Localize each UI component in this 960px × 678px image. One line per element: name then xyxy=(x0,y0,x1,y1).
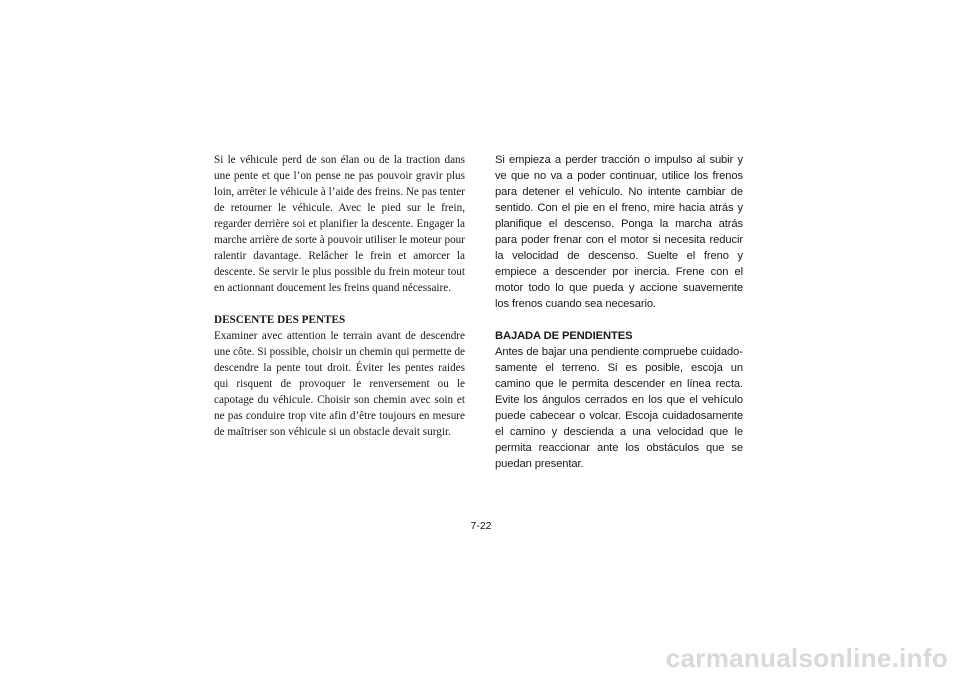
french-heading-descending: DESCENTE DES PENTES xyxy=(214,314,346,326)
spanish-column xyxy=(495,152,743,472)
french-paragraph-uphill: Si le véhicule perd de son élan ou de la traction dans une pente et que l’on pense ne pas pouvoir gravir plus loin, arrêter le véhicule à l’aide des freins. Ne pas tenter de retourner le véhicule. Avec le pied sur le frein, regarder derrière soi et planifier la descente. Engager la marche arrière de sorte à pouvoir utiliser le moteur pour ralentir davantage. Relâcher le frein et amorcer la descente. Se servir le plus possible du frein moteur tout en actionnant doucement les freins quand nécessaire. xyxy=(214,154,465,294)
spanish-heading-descending: BAJADA DE PENDIENTES xyxy=(495,330,633,342)
french-paragraph-descending: Examiner avec attention le terrain avant de descendre une côte. Si possible, choisir un chemin qui permette de descendre la pente tout droit. Éviter les pentes raides qui risquent de provoquer le renversement ou le capotage du véhicule. Choisir son chemin avec soin et ne pas conduire trop vite afin d’être toujours en mesure de maîtriser son véhicule si un obstacle devait surgir. xyxy=(214,330,465,438)
spanish-paragraph-descending: Antes de bajar una pendiente compruebe cuidadosamente el terreno. Si es posible, escoja un camino que le permita descender en línea recta. Evite los ángulos cerrados en los que el vehículo puede cabecear o volcar. Escoja cuidadosamente el camino y descienda a una velocidad que le permita reaccionar ante los obstáculos que se puedan presentar. xyxy=(495,346,743,470)
site-watermark: carmanualsonline.info xyxy=(665,643,948,673)
spanish-paragraph-uphill: Si empieza a perder tracción o impulso al subir y ve que no va a poder continuar, utilice los frenos para detener el vehículo. No intente cambiar de sentido. Con el pie en el freno, mire hacia atrás y planifique el descenso. Ponga la marcha atrás para poder frenar con el motor si necesita reducir la velocidad de descenso. Suelte el freno y empiece a descender por inercia. Frene con el motor todo lo que pueda y accione suavemente los frenos cuando sea necesario. xyxy=(495,154,743,310)
page-number: 7-22 xyxy=(470,520,492,532)
french-column xyxy=(214,152,465,440)
